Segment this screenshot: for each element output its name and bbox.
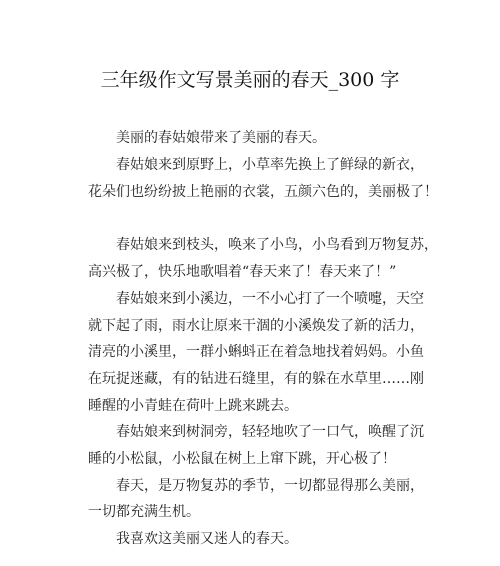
text-line: 春天，是万物复苏的季节，一切都显得那么美丽， <box>116 478 424 494</box>
text-line: 春姑娘来到树洞旁，轻轻地吹了一口气，唤醒了沉 <box>116 424 424 440</box>
document-title: 三年级作文写景美丽的春天_300 字 <box>100 69 400 91</box>
text-line: 在玩捉迷藏，有的钻进石缝里，有的躲在水草里……刚 <box>88 371 424 387</box>
text-line: 清亮的小溪里，一群小蝌蚪正在着急地找着妈妈。小鱼 <box>88 344 424 360</box>
text-line: 睡醒的小青蛙在荷叶上跳来跳去。 <box>88 398 298 414</box>
text-line: 花朵们也纷纷披上艳丽的衣裳，五颜六色的，美丽极了！ <box>88 184 438 200</box>
text-line: 春姑娘来到小溪边，一不小心打了一个喷嚏，天空 <box>116 291 424 307</box>
text-line: 睡的小松鼠，小松鼠在树上上窜下跳，开心极了！ <box>88 451 396 467</box>
text-line: 我喜欢这美丽又迷人的春天。 <box>116 531 298 547</box>
text-line: 就下起了雨，雨水让原来干涸的小溪焕发了新的活力， <box>88 318 424 334</box>
text-line: 一切都充满生机。 <box>88 504 200 520</box>
text-line: 春姑娘来到原野上，小草率先换上了鲜绿的新衣， <box>116 157 424 173</box>
text-line: 高兴极了，快乐地歌唱着“春天来了！春天来了！” <box>88 264 397 280</box>
text-line: 春姑娘来到枝头，唤来了小鸟，小鸟看到万物复苏， <box>116 237 438 253</box>
text-line: 美丽的春姑娘带来了美丽的春天。 <box>116 130 326 146</box>
